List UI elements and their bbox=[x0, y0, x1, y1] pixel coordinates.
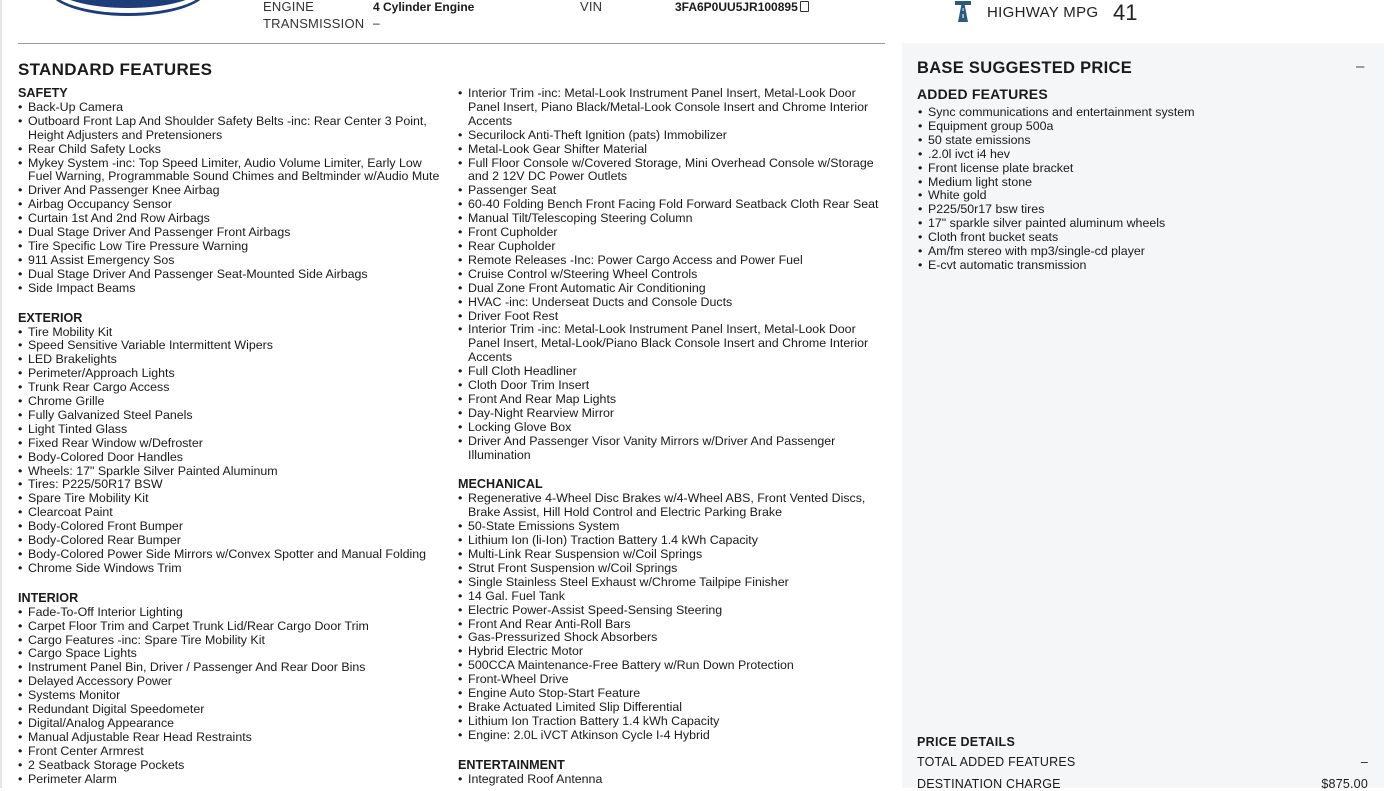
feature-item: • Integrated Roof Antenna bbox=[458, 773, 883, 787]
feature-item: • Front Cupholder bbox=[458, 226, 883, 240]
feature-item: • Tire Specific Low Tire Pressure Warning bbox=[18, 240, 448, 254]
feature-item: • Locking Glove Box bbox=[458, 421, 883, 435]
feature-item: • Fixed Rear Window w/Defroster bbox=[18, 437, 448, 451]
features-column-2 bbox=[458, 87, 883, 787]
feature-item: • Chrome Grille bbox=[18, 395, 448, 409]
feature-item: • Systems Monitor bbox=[18, 689, 448, 703]
feature-item: • 911 Assist Emergency Sos bbox=[18, 254, 448, 268]
feature-item: • Cloth Door Trim Insert bbox=[458, 379, 883, 393]
added-features-list bbox=[918, 106, 1368, 273]
feature-item: • Perimeter/Approach Lights bbox=[18, 367, 448, 381]
highway-icon bbox=[952, 0, 974, 22]
added-feature-item: • Medium light stone bbox=[918, 176, 1368, 190]
copy-icon[interactable] bbox=[800, 1, 809, 12]
feature-item: • HVAC -inc: Underseat Ducts and Console Ducts bbox=[458, 296, 883, 310]
feature-item: • Full Floor Console w/Covered Storage, Mini Overhead Console w/Storage and 2 12V DC Power Outlets bbox=[458, 157, 883, 185]
feature-item: • 60-40 Folding Bench Front Facing Fold Forward Seatback Cloth Rear Seat bbox=[458, 198, 883, 212]
feature-item: • Securilock Anti-Theft Ignition (pats) Immobilizer bbox=[458, 129, 883, 143]
feature-list bbox=[18, 326, 448, 576]
added-feature-item: • E-cvt automatic transmission bbox=[918, 259, 1368, 273]
feature-item: • Dual Zone Front Automatic Air Conditioning bbox=[458, 282, 883, 296]
feature-item: • Brake Actuated Limited Slip Differential bbox=[458, 701, 883, 715]
feature-item: • Wheels: 17" Sparkle Silver Painted Aluminum bbox=[18, 465, 448, 479]
feature-item: • Front And Rear Map Lights bbox=[458, 393, 883, 407]
feature-item: • Carpet Floor Trim and Carpet Trunk Lid/Rear Cargo Door Trim bbox=[18, 620, 448, 634]
feature-item: • Fade-To-Off Interior Lighting bbox=[18, 606, 448, 620]
feature-item: • Chrome Side Windows Trim bbox=[18, 562, 448, 576]
feature-item: • Metal-Look Gear Shifter Material bbox=[458, 143, 883, 157]
added-feature-item: • Sync communications and entertainment system bbox=[918, 106, 1368, 120]
added-feature-item: • Front license plate bracket bbox=[918, 162, 1368, 176]
feature-item: • Interior Trim -inc: Metal-Look Instrument Panel Insert, Metal-Look Door Panel Insert, Piano Black/Metal-Look Console Insert and Chrome Interior Accents bbox=[458, 87, 883, 129]
engine-label: ENGINE bbox=[263, 0, 315, 14]
feature-item: • Electric Power-Assist Speed-Sensing Steering bbox=[458, 604, 883, 618]
feature-list bbox=[458, 492, 883, 742]
feature-item: • Speed Sensitive Variable Intermittent Wipers bbox=[18, 339, 448, 353]
feature-item: • Engine: 2.0L iVCT Atkinson Cycle I-4 Hybrid bbox=[458, 729, 883, 743]
feature-item: • Delayed Accessory Power bbox=[18, 675, 448, 689]
feature-item: • Engine Auto Stop-Start Feature bbox=[458, 687, 883, 701]
feature-item: • Hybrid Electric Motor bbox=[458, 645, 883, 659]
page-left-border bbox=[0, 0, 2, 788]
feature-item: • Clearcoat Paint bbox=[18, 506, 448, 520]
feature-item: • Side Impact Beams bbox=[18, 282, 448, 296]
feature-item: • Rear Cupholder bbox=[458, 240, 883, 254]
feature-item: • Light Tinted Glass bbox=[18, 423, 448, 437]
added-features-title: ADDED FEATURES bbox=[917, 86, 1048, 102]
feature-item: • Redundant Digital Speedometer bbox=[18, 703, 448, 717]
feature-item: • Body-Colored Rear Bumper bbox=[18, 534, 448, 548]
feature-item: • Manual Tilt/Telescoping Steering Column bbox=[458, 212, 883, 226]
feature-item: • Driver And Passenger Knee Airbag bbox=[18, 184, 448, 198]
added-feature-item: • Cloth front bucket seats bbox=[918, 231, 1368, 245]
feature-item: • Perimeter Alarm bbox=[18, 773, 448, 787]
feature-item: • Outboard Front Lap And Shoulder Safety Belts -inc: Rear Center 3 Point, Height Adjusters and Pretensioners bbox=[18, 115, 448, 143]
section-divider bbox=[18, 43, 885, 44]
feature-item: • Curtain 1st And 2nd Row Airbags bbox=[18, 212, 448, 226]
total-added-features-label: TOTAL ADDED FEATURES bbox=[917, 755, 1076, 769]
feature-item: • Cargo Space Lights bbox=[18, 647, 448, 661]
feature-list bbox=[18, 606, 448, 787]
destination-charge-row bbox=[917, 777, 1368, 791]
feature-list bbox=[18, 101, 448, 296]
base-suggested-price-title: BASE SUGGESTED PRICE bbox=[917, 59, 1133, 77]
feature-item: • Front And Rear Anti-Roll Bars bbox=[458, 618, 883, 632]
feature-item: • 50-State Emissions System bbox=[458, 520, 883, 534]
feature-item: • Instrument Panel Bin, Driver / Passenger And Rear Door Bins bbox=[18, 661, 448, 675]
feature-item: • Mykey System -inc: Top Speed Limiter, Audio Volume Limiter, Early Low Fuel Warning, Programmable Sound Chimes and Beltminder w/Audio Mute bbox=[18, 157, 448, 185]
feature-item: • Cargo Features -inc: Spare Tire Mobility Kit bbox=[18, 634, 448, 648]
feature-item: • Passenger Seat bbox=[458, 184, 883, 198]
feature-item: • Dual Stage Driver And Passenger Front Airbags bbox=[18, 226, 448, 240]
feature-item: • Dual Stage Driver And Passenger Seat-Mounted Side Airbags bbox=[18, 268, 448, 282]
vin-value-group bbox=[675, 0, 809, 14]
category-heading: MECHANICAL bbox=[458, 477, 543, 492]
feature-item: • Back-Up Camera bbox=[18, 101, 448, 115]
feature-item: • Front-Wheel Drive bbox=[458, 673, 883, 687]
feature-item: • 500CCA Maintenance-Free Battery w/Run Down Protection bbox=[458, 659, 883, 673]
features-column-1 bbox=[18, 87, 448, 787]
vin-value: 3FA6P0UU5JR100895 bbox=[675, 0, 798, 14]
feature-item: • Digital/Analog Appearance bbox=[18, 717, 448, 731]
feature-item: • Interior Trim -inc: Metal-Look Instrument Panel Insert, Metal-Look Door Panel Insert, Metal-Look/Piano Black Console Insert and Chrome Interior Accents bbox=[458, 323, 883, 365]
feature-item: • Rear Child Safety Locks bbox=[18, 143, 448, 157]
highway-mpg-label: HIGHWAY MPG bbox=[987, 4, 1099, 21]
feature-item: • Lithium Ion Traction Battery 1.4 kWh Capacity bbox=[458, 715, 883, 729]
engine-value: 4 Cylinder Engine bbox=[373, 0, 475, 14]
brand-logo bbox=[48, 0, 208, 16]
highway-mpg-value: 41 bbox=[1113, 0, 1138, 25]
feature-item: • Lithium Ion (li-Ion) Traction Battery 1.4 kWh Capacity bbox=[458, 534, 883, 548]
transmission-label: TRANSMISSION bbox=[263, 16, 365, 31]
feature-item: • Fully Galvanized Steel Panels bbox=[18, 409, 448, 423]
standard-features-title: STANDARD FEATURES bbox=[18, 60, 213, 79]
feature-item: • Day-Night Rearview Mirror bbox=[458, 407, 883, 421]
destination-charge-value: $875.00 bbox=[1321, 777, 1368, 791]
added-feature-item: • 17" sparkle silver painted aluminum wheels bbox=[918, 217, 1368, 231]
feature-item: • 2 Seatback Storage Pockets bbox=[18, 759, 448, 773]
vin-label: VIN bbox=[580, 0, 603, 14]
feature-item: • Tires: P225/50R17 BSW bbox=[18, 478, 448, 492]
total-added-features-row bbox=[917, 755, 1368, 769]
added-feature-item: • .2.0l ivct i4 hev bbox=[918, 148, 1368, 162]
feature-list bbox=[458, 87, 883, 462]
collapse-button[interactable]: – bbox=[1356, 58, 1365, 75]
feature-item: • Front Center Armrest bbox=[18, 745, 448, 759]
feature-item: • LED Brakelights bbox=[18, 353, 448, 367]
category-heading: SAFETY bbox=[18, 86, 68, 100]
feature-item: • Full Cloth Headliner bbox=[458, 365, 883, 379]
feature-list bbox=[458, 773, 883, 787]
feature-item: • Spare Tire Mobility Kit bbox=[18, 492, 448, 506]
category-heading: ENTERTAINMENT bbox=[458, 757, 565, 772]
added-feature-item: • P225/50r17 bsw tires bbox=[918, 203, 1368, 217]
feature-item: • Body-Colored Front Bumper bbox=[18, 520, 448, 534]
feature-item: • Regenerative 4-Wheel Disc Brakes w/4-Wheel ABS, Front Vented Discs, Brake Assist, Hill Hold Control and Electric Parking Brake bbox=[458, 492, 883, 520]
feature-item: • Body-Colored Power Side Mirrors w/Convex Spotter and Manual Folding bbox=[18, 548, 448, 562]
added-feature-item: • Equipment group 500a bbox=[918, 120, 1368, 134]
feature-item: • Trunk Rear Cargo Access bbox=[18, 381, 448, 395]
feature-item: • Single Stainless Steel Exhaust w/Chrome Tailpipe Finisher bbox=[458, 576, 883, 590]
added-feature-item: • 50 state emissions bbox=[918, 134, 1368, 148]
total-added-features-value: – bbox=[1360, 755, 1368, 769]
added-feature-item: • Am/fm stereo with mp3/single-cd player bbox=[918, 245, 1368, 259]
feature-item: • Strut Front Suspension w/Coil Springs bbox=[458, 562, 883, 576]
feature-item: • Driver Foot Rest bbox=[458, 310, 883, 324]
added-feature-item: • White gold bbox=[918, 189, 1368, 203]
feature-item: • Multi-Link Rear Suspension w/Coil Springs bbox=[458, 548, 883, 562]
transmission-value: – bbox=[373, 16, 380, 30]
feature-item: • 14 Gal. Fuel Tank bbox=[458, 590, 883, 604]
destination-charge-label: DESTINATION CHARGE bbox=[917, 777, 1061, 791]
feature-item: • Remote Releases -Inc: Power Cargo Access and Power Fuel bbox=[458, 254, 883, 268]
price-details-title: PRICE DETAILS bbox=[917, 735, 1016, 749]
feature-item: • Airbag Occupancy Sensor bbox=[18, 198, 448, 212]
feature-item: • Tire Mobility Kit bbox=[18, 326, 448, 340]
feature-item: • Gas-Pressurized Shock Absorbers bbox=[458, 631, 883, 645]
feature-item: • Cruise Control w/Steering Wheel Controls bbox=[458, 268, 883, 282]
category-heading: INTERIOR bbox=[18, 590, 79, 605]
category-heading: EXTERIOR bbox=[18, 310, 83, 325]
feature-item: • Manual Adjustable Rear Head Restraints bbox=[18, 731, 448, 745]
feature-item: • Driver And Passenger Visor Vanity Mirrors w/Driver And Passenger Illumination bbox=[458, 435, 883, 463]
feature-item: • Body-Colored Door Handles bbox=[18, 451, 448, 465]
